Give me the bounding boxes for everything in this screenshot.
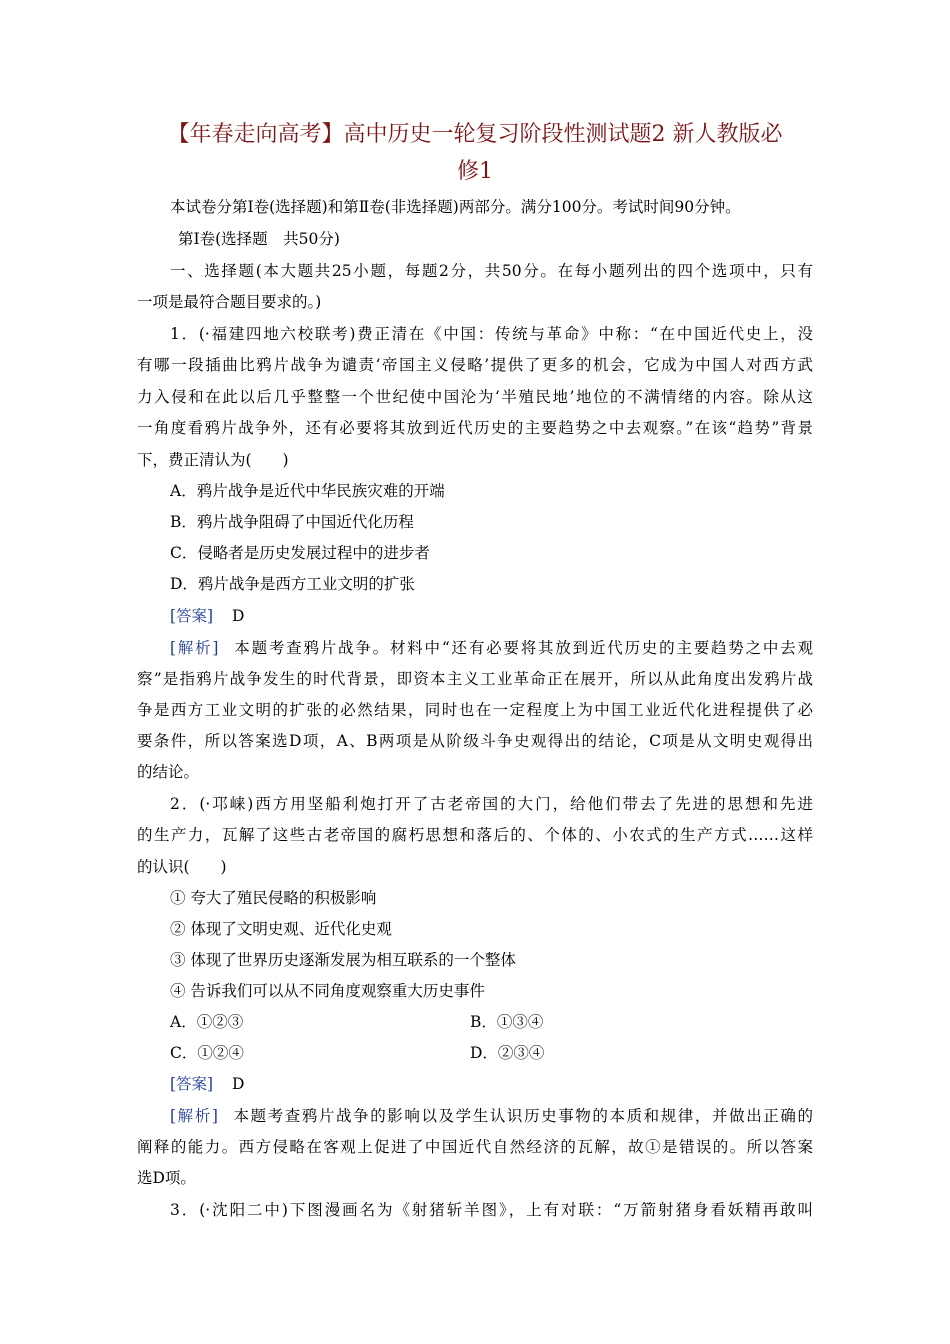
question-1-stem: 下，费正清认为( ) (137, 451, 289, 469)
question-1-stem: 一角度看鸦片战争外，还有必要将其放到近代历史的主要趋势之中去观察。”在该“趋势”背景 (137, 419, 813, 437)
question-2-analysis: 阐释的能力。西方侵略在客观上促进了中国近代自然经济的瓦解，故①是错误的。所以答案 (137, 1138, 813, 1156)
question-1-option-d: D．鸦片战争是西方工业文明的扩张 (170, 575, 415, 593)
question-2-analysis (170, 1105, 813, 1127)
question-2-stem: 2．(·邛崃)西方用坚船利炮打开了古老帝国的大门，给他们带去了先进的思想和先进 (170, 795, 813, 813)
question-1-answer (170, 605, 846, 627)
question-2-item: ② 体现了文明史观、近代化史观 (170, 920, 392, 938)
question-1-analysis: 争是西方工业文明的扩张的必然结果，同时也在一定程度上为中国工业近代化进程提供了必 (137, 701, 813, 719)
question-2-item: ① 夸大了殖民侵略的积极影响 (170, 889, 377, 907)
question-2-answer (170, 1073, 846, 1095)
question-1-stem: 1．(·福建四地六校联考)费正清在《中国：传统与革命》中称：“在中国近代史上，没 (170, 325, 813, 343)
question-1-option-c: C．侵略者是历史发展过程中的进步者 (170, 544, 430, 562)
answer-value: D (232, 1075, 245, 1093)
question-1-analysis: 的结论。 (137, 763, 200, 781)
document-title-line2: 修1 (457, 159, 493, 184)
question-1-option-b: B．鸦片战争阻碍了中国近代化历程 (170, 513, 414, 531)
analysis-tag: [解析] (170, 1107, 218, 1125)
question-1-analysis: 察”是指鸦片战争发生的时代背景，即资本主义工业革命正在展开，所以从此角度出发鸦片战 (137, 670, 813, 688)
section-title: 第Ⅰ卷(选择题 共50分) (178, 230, 340, 248)
question-2-stem: 的认识( ) (137, 858, 227, 876)
answer-value: D (232, 607, 245, 625)
document-title-line1: 【年春走向高考】高中历史一轮复习阶段性测试题2 新人教版必 (167, 122, 783, 147)
exam-intro: 本试卷分第Ⅰ卷(选择题)和第Ⅱ卷(非选择题)两部分。满分100分。考试时间90分钟。 (170, 198, 741, 216)
question-3-stem: 3．(·沈阳二中)下图漫画名为《射猪斩羊图》，上有对联：“万箭射猪身看妖精再敢叫 (170, 1201, 813, 1219)
question-2-option-c: C．①②④ (170, 1044, 244, 1062)
question-2-item: ③ 体现了世界历史逐渐发展为相互联系的一个整体 (170, 951, 516, 969)
analysis-text: 本题考查鸦片战争。材料中“还有必要将其放到近代历史的主要趋势之中去观 (232, 639, 813, 657)
question-2-stem: 的生产力，瓦解了这些古老帝国的腐朽思想和落后的、个体的、小农式的生产方式……这样 (137, 826, 813, 844)
question-1-option-a: A．鸦片战争是近代中华民族灾难的开端 (170, 482, 445, 500)
part-description: 一项是最符合题目要求的。) (137, 293, 322, 311)
answer-tag: [答案] (170, 1075, 214, 1093)
question-2-option-d: D．②③④ (470, 1044, 545, 1062)
analysis-tag: [解析] (170, 639, 219, 657)
question-1-analysis: 要条件，所以答案选D项，A、B两项是从阶级斗争史观得出的结论，C项是从文明史观得出 (137, 732, 813, 750)
answer-tag: [答案] (170, 607, 214, 625)
analysis-text: 本题考查鸦片战争的影响以及学生认识历史事物的本质和规律，并做出正确的 (231, 1107, 813, 1125)
question-2-item: ④ 告诉我们可以从不同角度观察重大历史事件 (170, 982, 485, 1000)
question-1-stem: 力入侵和在此以后几乎整整一个世纪使中国沦为‘半殖民地’地位的不满情绪的内容。除从这 (137, 388, 813, 406)
question-1-stem: 有哪一段插曲比鸦片战争为谴责‘帝国主义侵略’提供了更多的机会，它成为中国人对西方武 (137, 356, 813, 374)
part-description: 一、选择题(本大题共25小题，每题2分，共50分。在每小题列出的四个选项中，只有 (170, 262, 813, 280)
question-2-analysis: 选D项。 (137, 1169, 196, 1187)
question-2-option-b: B．①③④ (470, 1013, 544, 1031)
question-2-option-a: A．①②③ (170, 1013, 244, 1031)
question-1-analysis (170, 637, 813, 659)
